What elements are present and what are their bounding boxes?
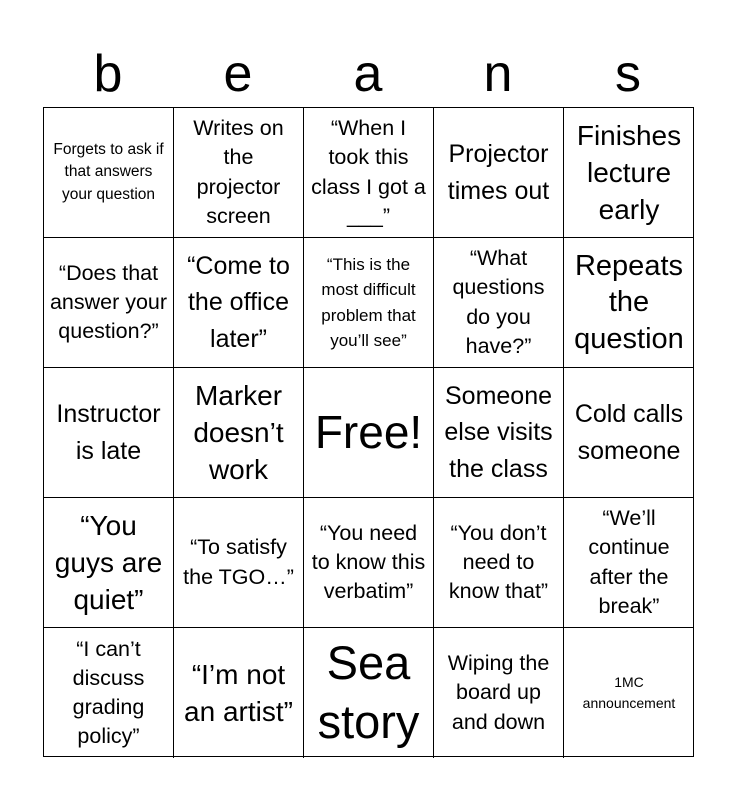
title-letter-a: a [353,45,383,103]
title-letter-s: s [615,45,641,103]
cell-text: Repeats the question [574,250,684,355]
cell-text: “Does that answer your question?” [49,260,168,343]
cell-text: Marker doesn’t work [193,379,284,486]
bingo-title [43,40,693,108]
title-letter-e: e [223,45,253,103]
bingo-cell[interactable] [44,498,174,628]
cell-text: Someone else visits the class [444,382,553,483]
cell-text: “This is the most difficult problem that you’ll see” [321,254,416,350]
title-letter-n: n [483,45,513,103]
bingo-cell[interactable] [564,628,694,758]
cell-text: Writes on the projector screen [193,116,284,228]
cell-text: Forgets to ask if that answers your question [53,140,164,203]
bingo-cell[interactable] [304,238,434,368]
cell-text: Instructor is late [56,400,161,465]
bingo-cell[interactable] [434,108,564,238]
cell-text: “I’m not an artist” [184,658,293,727]
bingo-cell[interactable] [564,108,694,238]
cell-text: “You need to know this verbatim” [311,520,426,603]
cell-text: Cold calls someone [574,400,684,465]
bingo-cell[interactable] [434,368,564,498]
bingo-cell[interactable] [44,238,174,368]
bingo-cell[interactable] [174,628,304,758]
bingo-cell[interactable] [44,108,174,238]
bingo-cell[interactable] [434,628,564,758]
cell-text: “You don’t need to know that” [448,520,549,603]
free-space-cell[interactable] [304,368,434,498]
bingo-cell[interactable] [304,498,434,628]
bingo-cell[interactable] [564,498,694,628]
bingo-cell[interactable] [174,108,304,238]
bingo-cell[interactable] [434,498,564,628]
cell-text: 1MC announcement [582,674,676,711]
cell-text: “What questions do you have?” [452,246,545,358]
bingo-cell[interactable] [304,628,434,758]
bingo-cell[interactable] [564,238,694,368]
cell-text: “I can’t discuss grading policy” [72,636,145,749]
bingo-board [43,107,694,757]
bingo-cell[interactable] [174,498,304,628]
bingo-cell[interactable] [44,628,174,758]
cell-text: “Come to the office later” [187,252,290,353]
bingo-cell[interactable] [174,238,304,368]
cell-text: “To satisfy the TGO…” [183,535,294,589]
title-letter-b: b [93,45,123,103]
cell-text: Finishes lecture early [576,119,682,226]
cell-text: “When I took this class I got a ___” [311,116,426,228]
bingo-cell[interactable] [434,238,564,368]
cell-text: Free! [314,406,423,459]
bingo-cell[interactable] [304,108,434,238]
bingo-cell[interactable] [564,368,694,498]
cell-text: “We’ll continue after the break” [588,506,670,618]
cell-text: Wiping the board up and down [447,651,550,734]
bingo-cell[interactable] [174,368,304,498]
cell-text: “You guys are quiet” [54,509,163,616]
cell-text: Sea story [317,636,420,748]
bingo-cell[interactable] [44,368,174,498]
cell-text: Projector times out [447,140,550,205]
